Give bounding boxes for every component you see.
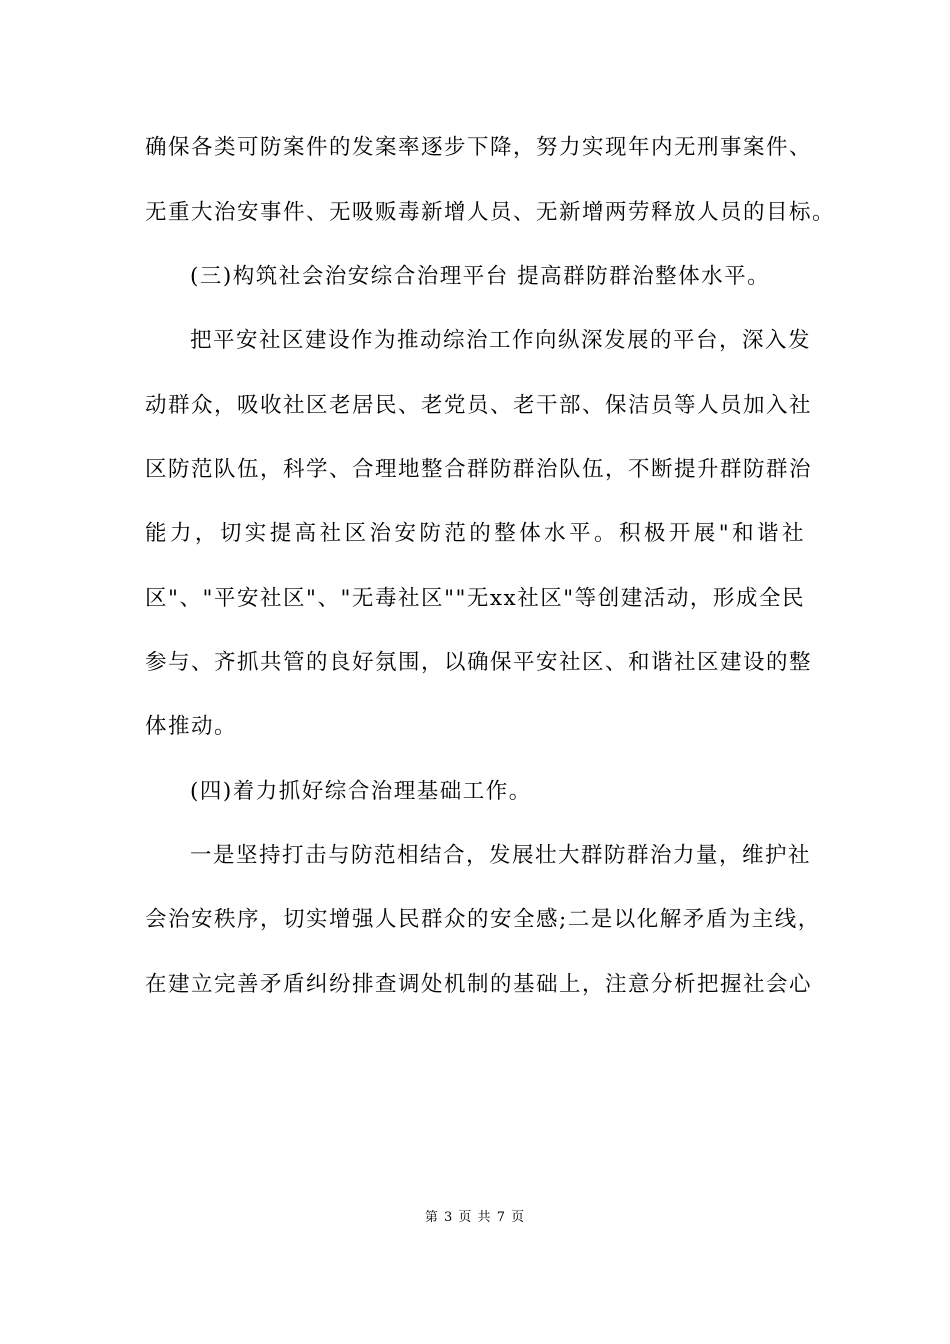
paragraph-line: 确保各类可防案件的发案率逐步下降，努力实现年内无刑事案件、 bbox=[145, 135, 813, 160]
paragraph-line: 一是坚持打击与防范相结合，发展壮大群防群治力量，维护社 bbox=[190, 843, 812, 868]
paragraph-line: 把平安社区建设作为推动综治工作向纵深发展的平台，深入发 bbox=[190, 328, 812, 353]
paragraph-line: 参与、齐抓共管的良好氛围，以确保平安社区、和谐社区建设的整 bbox=[145, 650, 813, 675]
paragraph-line: 无重大治安事件、无吸贩毒新增人员、无新增两劳释放人员的目标。 bbox=[145, 200, 836, 225]
section-heading: (四)着力抓好综合治理基础工作。 bbox=[190, 779, 532, 804]
paragraph-line: 区"、"平安社区"、"无毒社区""无xx社区"等创建活动，形成全民 bbox=[145, 586, 805, 611]
paragraph-line: 会治安秩序，切实增强人民群众的安全感;二是以化解矛盾为主线， bbox=[145, 907, 821, 932]
paragraph-line: 能力，切实提高社区治安防范的整体水平。积极开展"和谐社 bbox=[145, 521, 805, 546]
paragraph-line: 区防范队伍，科学、合理地整合群防群治队伍，不断提升群防群治 bbox=[145, 457, 813, 482]
page-footer: 第 3 页 共 7 页 bbox=[424, 1210, 526, 1225]
paragraph-line: 动群众，吸收社区老居民、老党员、老干部、保洁员等人员加入社 bbox=[145, 393, 813, 418]
paragraph-line: 体推动。 bbox=[145, 714, 238, 739]
section-heading: (三)构筑社会治安综合治理平台 提高群防群治整体水平。 bbox=[190, 264, 771, 289]
paragraph-line: 在建立完善矛盾纠纷排查调处机制的基础上，注意分析把握社会心 bbox=[145, 972, 813, 997]
